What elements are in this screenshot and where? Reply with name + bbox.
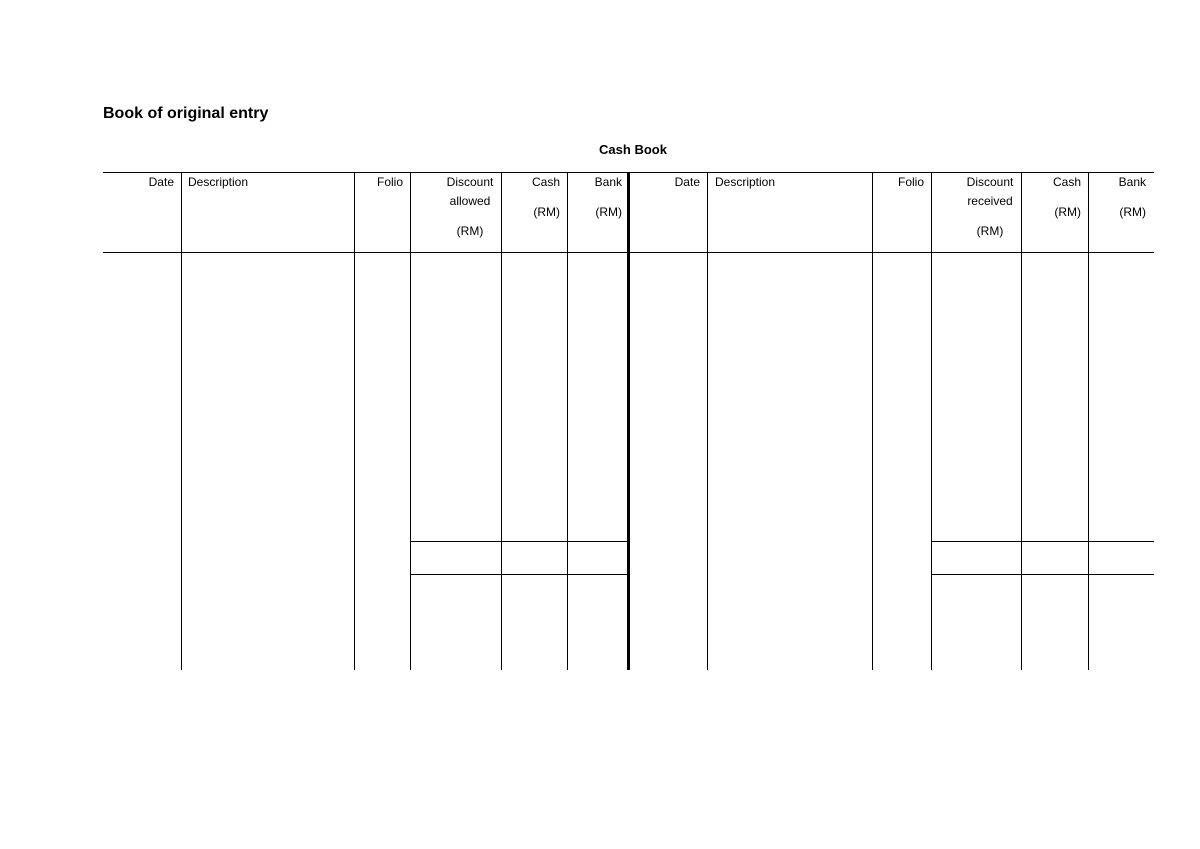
credit-description-header: Description — [715, 175, 776, 189]
credit-total-top-rule — [931, 541, 1154, 542]
credit-bank-header: Bank (RM) — [1118, 175, 1146, 219]
credit-date-header: Date — [674, 175, 700, 189]
column-divider — [1021, 172, 1022, 670]
cash-book-title: Cash Book — [599, 142, 667, 157]
debit-total-top-rule — [410, 541, 628, 542]
column-divider — [354, 172, 355, 670]
document-heading: Book of original entry — [103, 105, 269, 122]
debit-total-bottom-rule — [410, 574, 628, 575]
column-divider — [1088, 172, 1089, 670]
center-divider — [627, 172, 630, 670]
debit-discount-header: Discount allowed (RM) — [446, 175, 494, 238]
column-divider — [567, 172, 568, 670]
debit-bank-header: Bank (RM) — [594, 175, 622, 219]
column-divider — [501, 172, 502, 670]
debit-description-header: Description — [188, 175, 249, 189]
column-divider — [707, 172, 708, 670]
column-divider — [181, 172, 182, 670]
column-divider — [872, 172, 873, 670]
debit-cash-header: Cash (RM) — [531, 175, 560, 219]
credit-folio-header: Folio — [897, 175, 924, 189]
debit-date-header: Date — [148, 175, 174, 189]
credit-total-bottom-rule — [931, 574, 1154, 575]
column-divider — [410, 172, 411, 670]
column-divider — [931, 172, 932, 670]
debit-folio-header: Folio — [376, 175, 403, 189]
credit-discount-header: Discount received (RM) — [966, 175, 1014, 238]
credit-cash-header: Cash (RM) — [1052, 175, 1081, 219]
